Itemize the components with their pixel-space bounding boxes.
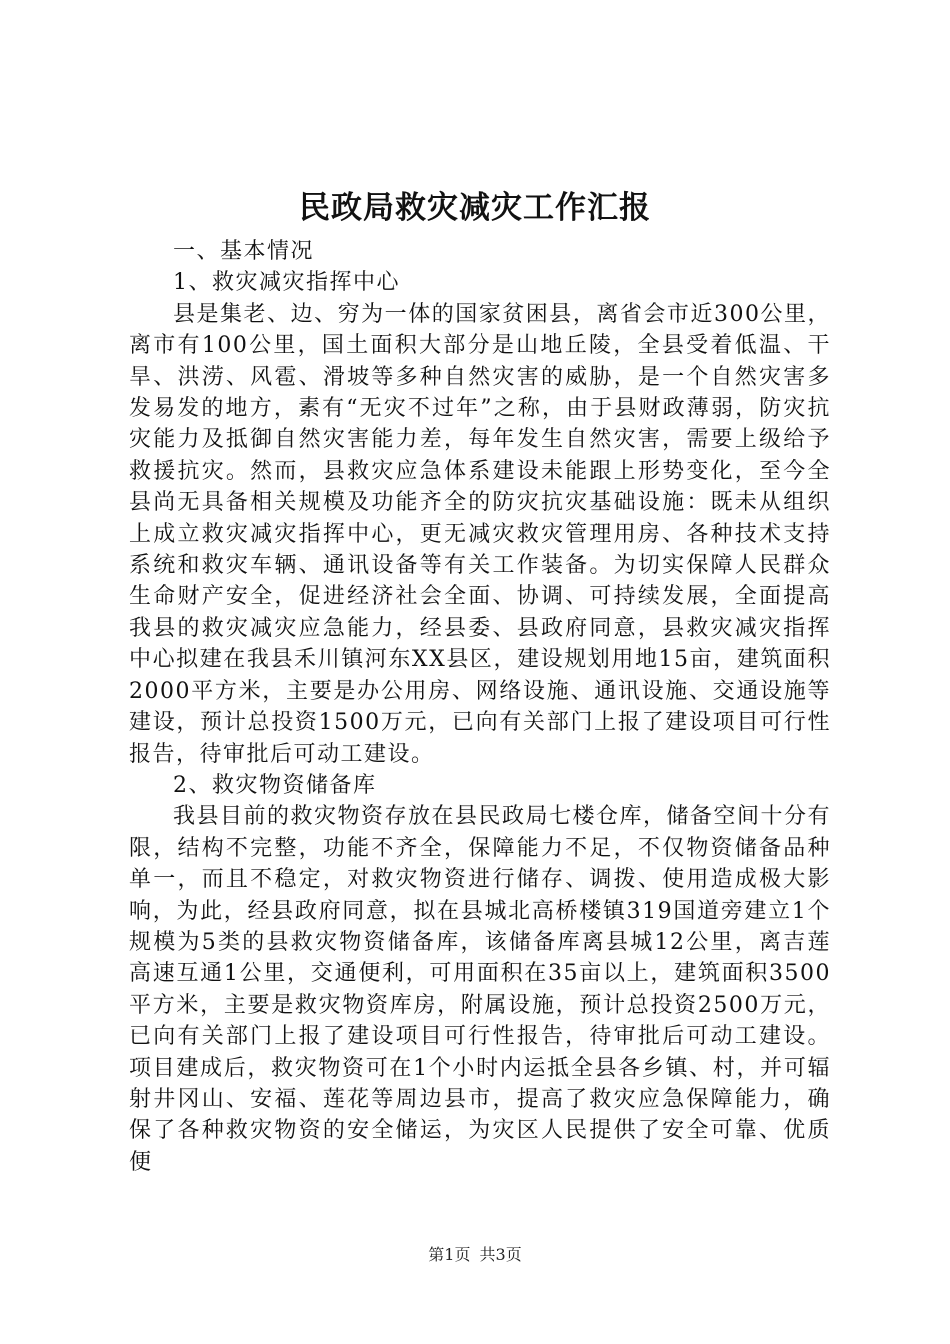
document-body: [129, 236, 831, 1178]
section-heading-command-center: 1、救灾减灾指挥中心: [173, 270, 400, 296]
page-total: 共3页: [479, 1245, 522, 1264]
page-footer: [0, 1244, 950, 1266]
paragraph-material-reserve: 我县目前的救灾物资存放在县民政局七楼仓库，储备空间十分有限，结构不完整，功能不齐全，保障能力不足，不仅物资储备品种单一，而且不稳定，对救灾物资进行储存、调拨、使用造成极大影响，为此，经县政府同意，拟在县城北高桥楼镇319国道旁建立1个规模为5类的县救灾物资储备库，该储备库离县城12公里，离吉莲高速互通1公里，交通便利，可用面积在35亩以上，建筑面积3500平方米，主要是救灾物资库房，附属设施，预计总投资2500万元，已向有关部门上报了建设项目可行性报告，待审批后可动工建设。项目建成后，救灾物资可在1个小时内运抵全县各乡镇、村，并可辐射井冈山、安福、莲花等周边县市，提高了救灾应急保障能力，确保了各种救灾物资的安全储运，为灾区人民提供了安全可靠、优质便: [129, 804, 832, 1175]
document-title: 民政局救灾减灾工作汇报: [299, 190, 651, 226]
section-heading-material-reserve: 2、救灾物资储备库: [173, 772, 377, 798]
section-heading-basic-situation: 一、基本情况: [173, 239, 315, 264]
page-number: 第1页: [428, 1245, 471, 1264]
paragraph-command-center: 县是集老、边、穷为一体的国家贫困县，离省会市近300公里，离市有100公里，国土面积大部分是山地丘陵，全县受着低温、干旱、洪涝、风雹、滑坡等多种自然灾害的威胁，是一个自然灾害多发易发的地方，素有“无灾不过年”之称，由于县财政薄弱，防灾抗灾能力及抵御自然灾害能力差，每年发生自然灾害，需要上级给予救援抗灾。然而，县救灾应急体系建设未能跟上形势变化，至今全县尚无具备相关规模及功能齐全的防灾抗灾基础设施：既未从组织上成立救灾减灾指挥中心，更无减灾救灾管理用房、各种技术支持系统和救灾车辆、通讯设备等有关工作装备。为切实保障人民群众生命财产安全，促进经济社会全面、协调、可持续发展，全面提高我县的救灾减灾应急能力，经县委、县政府同意，县救灾减灾指挥中心拟建在我县禾川镇河东XX县区，建设规划用地15亩，建筑面积2000平方米，主要是办公用房、网络设施、通讯设施、交通设施等建设，预计总投资1500万元，已向有关部门上报了建设项目可行性报告，待审批后可动工建设。: [129, 301, 831, 767]
